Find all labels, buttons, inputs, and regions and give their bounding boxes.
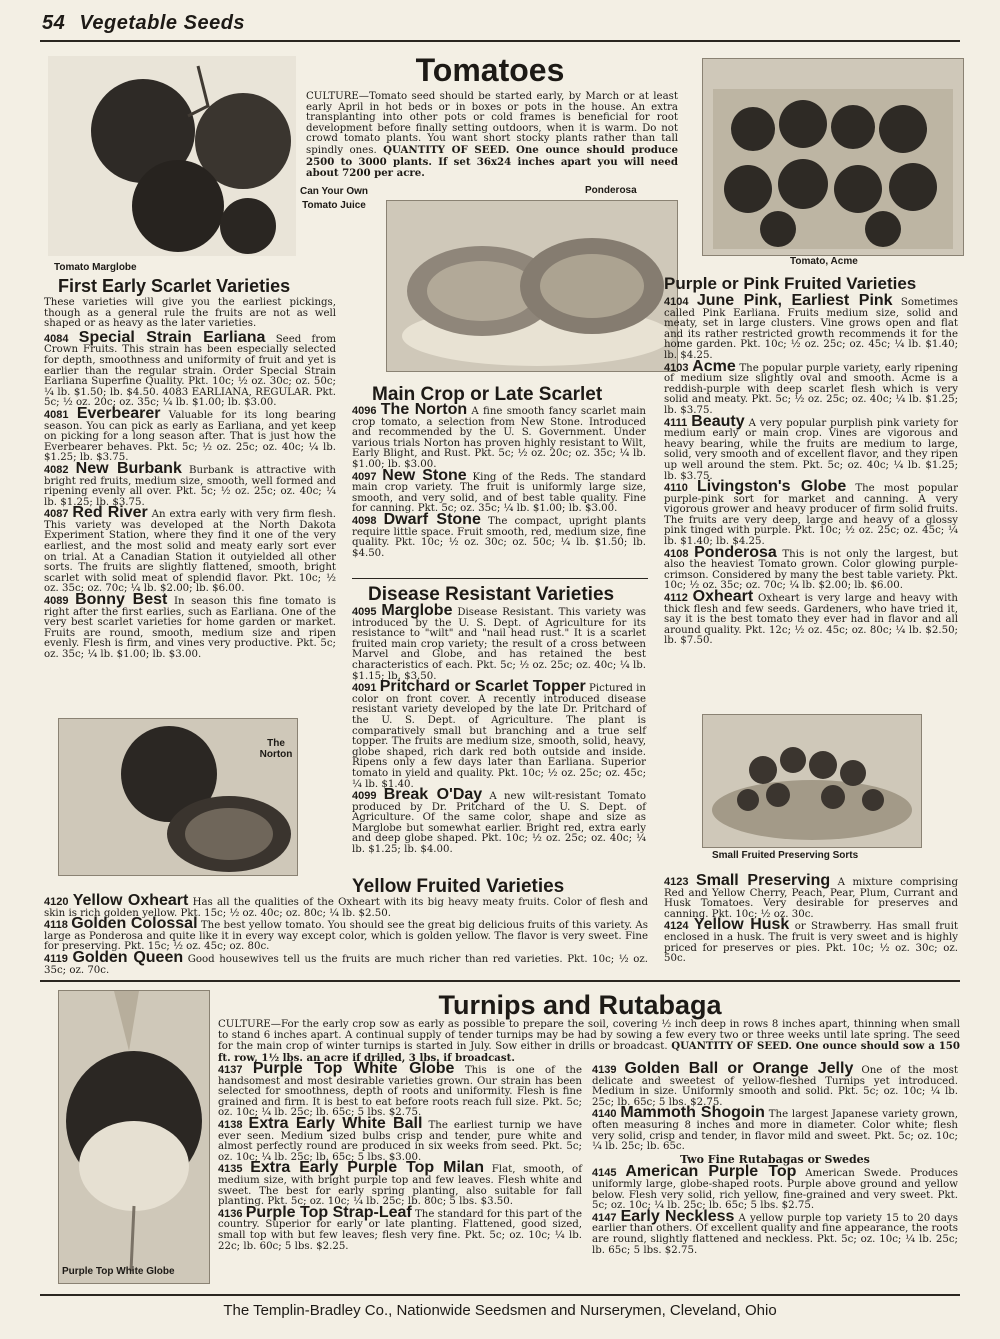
caption-marglobe: Tomato Marglobe [54, 262, 137, 273]
tomato-culture [306, 92, 678, 180]
list-item: 4087 Red River An extra early with very firm flesh. This variety was developed at the North Dakota Experiment Station, where they find it one of the very earliest, and the most solid and meaty early sort ever on trial. At a Canadian Station it outyielded all other sorts. The fruits are slightly flattened, smooth, bright scarlet with solid meat of splendid flavor. Pkt. 10c; ½ oz. 35c; oz. 70c; ¼ lb. $2.00; lb. $6.00. [44, 504, 336, 595]
list-item: 4140 Mammoth Shogoin The largest Japanese variety grown, often measuring 8 inches and more in diameter. Color white; flesh very solid, crisp and tender, in flavor mild and sweet. Pkt. 5c; oz. 10c; ¼ lb. 25c; lb. 65c. [592, 1104, 958, 1153]
first-early-heading: First Early Scarlet Varieties [58, 276, 291, 296]
caption-ponderosa: Ponderosa [585, 185, 637, 196]
list-item: 4082 New Burbank Burbank is attractive with bright red fruits, medium size, smooth, well formed and ripening evenly all over. Pkt. 5c; ½ oz. 25c; oz. 40c; ¼ lb. $1.25; lb. $3.75. [44, 459, 336, 508]
list-item: 4120 Yellow Oxheart Has all the qualities of the Oxheart with its big heavy meaty fruits. Color of flesh and skin is rich golden yellow. Pkt. 15c; ½ oz. 40c; oz. 80c; ¼ lb. $2.50. [44, 892, 648, 919]
list-item: 4138 Extra Early White Ball The earliest turnip we have ever seen. Medium sized bulbs crisp and tender, pure white and almost perfectly round are produced in six weeks from seed. Pkt. 5c; oz. 10c; ¼ lb. 25c; lb. 65c; 5 lbs. $3.00. [218, 1114, 582, 1163]
basket-tomatoes-illustration [703, 59, 963, 255]
juice-caption: Can Your Own Tomato Juice [300, 186, 368, 211]
list-item: 4110 Livingston's Globe The most popular purple-pink sort for market and canning. A very vigorous grower and heavy producer of firm solid fruits. The fruits are very deep, large and heavy of a glossy pink tinged with purple. Pkt. 10c; ½ oz. 25c; oz. 45c; ¼ lb. $1.40; lb. $4.25. [664, 478, 958, 548]
list-item: 4147 Early Neckless A yellow purple top variety 15 to 20 days earlier than others. Of excellent quality and fine appearance, the roots are round, slightly flattened and neckless. Pkt. 5c; oz. 10c; ¼ lb. 25c; lb. 65c; 5 lbs. $2.75. [592, 1207, 958, 1256]
section-title: Vegetable Seeds [79, 12, 246, 34]
marglobe-photo [48, 56, 296, 256]
section-divider [352, 578, 648, 579]
list-item: 4097 New Stone King of the Reds. The standard main crop variety. The fruit is uniformly large size, smooth, and very solid, and of best table quality. Fine for canning. Pkt. 5c; oz. 35c; ¼ lb. $1.00; lb. $3.00. [352, 466, 647, 515]
yellow-list [44, 892, 648, 976]
footer-text: The Templin-Bradley Co., Nationwide Seedsmen and Nurserymen, Cleveland, Ohio [223, 1302, 777, 1319]
caption-preserving: Small Fruited Preserving Sorts [712, 850, 859, 861]
turnip-photo [58, 990, 210, 1284]
list-item: 4091 Pritchard or Scarlet Topper Pictured in color on front cover. A recently introduced disease resistant variety developed by the late Dr. Pritchard of the U. S. Dept. of Agriculture. The plant is comparatively small but branching and a true self topper. The fruits are medium size, smooth, solid, heavy, globe shaped, rich dark red both outside and inside. Ripens only a few days later than Earliana. Superior tomato in yield and quality. Pkt. 10c; ½ oz. 25c; oz. 45c; ¼ lb. $1.40. [352, 678, 646, 790]
header-rule [40, 40, 960, 42]
turnip-culture-text: CULTURE—For the early crop sow as early as possible to prepare the soil, covering ½ inch deep in rows 8 inches apart, thinning when small to stand 6 inches apart. A continual supply of tender turnips may be had by sowing a few every two or three weeks until late spring. The seed for the main crop of winter turnips is started in July. Sow either in drills or broadcast. [218, 1019, 960, 1053]
list-item: 4104 June Pink, Earliest Pink Sometimes called Pink Earliana. Fruits medium size, solid and meaty, set in large clusters. Vine grows open and flat and its rather restricted growth recommends it for the home garden. Pkt. 10c; ½ oz. 25c; oz. 45c; ¼ lb. $1.40; lb. $4.25. [664, 292, 958, 361]
ponderosa-photo [386, 200, 678, 372]
quantity-text: QUANTITY OF SEED. One ounce should produce 2500 to 3000 plants. If set 36x24 inches apart you will need about 7200 per acre. [306, 143, 678, 180]
list-item: 4135 Extra Early Purple Top Milan Flat, smooth, of medium size, with bright purple top and few leaves. Flesh white and sweet. The best for early spring planting, also suitable for fall planting. Pkt. 5c; oz. 10c; ¼ lb. 25c; lb. 80c; 5 lbs. $3.50. [218, 1159, 582, 1208]
turnips-title: Turnips and Rutabaga [438, 990, 722, 1020]
turnip-right-list [592, 1060, 958, 1256]
purple-heading: Purple or Pink Fruited Varieties [664, 274, 917, 293]
caption-turnip: Purple Top White Globe [62, 1266, 175, 1277]
turnips-divider [40, 980, 960, 982]
turnip-culture [218, 1020, 960, 1064]
list-item: 4118 Golden Colossal The best yellow tomato. You should see the great big delicious fruits of this variety. As large as Ponderosa and quite like it in every way except color, which is golden yellow. The flavor is very sweet. Fine for preserving. Pkt. 15c; ½ oz. 45c; oz. 80c. [44, 915, 648, 953]
caption-acme: Tomato, Acme [790, 256, 858, 267]
list-item: 4136 Purple Top Strap-Leaf The standard for this part of the country. Superior for early or late planting. Flattened, good sized, small top with but few leaves; flesh very fine. Pkt. 5c; oz. 10c; ¼ lb. 22c; lb. 60c; 5 lbs. $2.25. [218, 1203, 582, 1252]
list-item: 4099 Break O'Day A new wilt-resistant Tomato produced by Dr. Pritchard of the U. S. Dept. of Agriculture. Of the same color, shape and size as Marglobe but somewhat earlier. Bright red, extra early and deep globe shaped. Pkt. 10c; ½ oz. 25c; oz. 40c; ¼ lb. $1.25; lb. $4.00. [352, 786, 646, 856]
list-item: 4089 Bonny Best In season this fine tomato is right after the first earlies, such as Earliana. One of the very best scarlet varieties for home garden or market. Fruits are round, smooth, medium size and ripen evenly. Flesh is firm, and vines very productive. Pkt. 5c; oz. 35c; ¼ lb. $1.00; lb. $3.00. [44, 591, 336, 660]
first-early-intro: These varieties will give you the earliest pickings, though as a general rule the fruits are not as well shaped or as heavy as the later varieties. [44, 297, 336, 330]
list-item: 4111 Beauty A very popular purplish pink variety for medium early or main crop. Vines are vigorous and heavy bearing, while the fruits are medium to large, solid, very smooth and of excellent flavor, and they ripen up well around the stem. Pkt. 5c; oz. 40c; ¼ lb. $1.25; lb. $3.75. [664, 412, 958, 482]
turnip-quantity-text: QUANTITY OF SEED. One ounce should sow a 150 ft. row, 1½ lbs. an acre if drilled, 3 lbs. if broadcast. [218, 1040, 960, 1064]
list-item: 4084 Special Strain Earliana Seed from Crown Fruits. This strain has been especially selected for depth, smoothness and uniformity of fruit and yet is earlier than the regular strain. Order Special Strain Earliana Superfine Quality. Pkt. 10c; ½ oz. 30c; oz. 50c; ¼ lb. $1.50; lb. $4.50. 4083 EARLIANA, REGULAR. Pkt. 5c; ½ oz. 20c; oz. 35c; ¼ lb. $1.00; lb. $3.00. [44, 328, 336, 409]
turnip-illustration [59, 991, 209, 1283]
rutabaga-heading: Two Fine Rutabagas or Swedes [680, 1152, 870, 1166]
bowl-small-tomatoes-illustration [703, 715, 921, 847]
tomatoes-title: Tomatoes [415, 52, 565, 88]
list-item: 4108 Ponderosa This is not only the largest, but also the heaviest Tomato grown. Color glowing purple-crimson. Considered by many the best table variety. Pkt. 10c; ½ oz. 35c; oz. 70c; ¼ lb. $2.00; lb. $6.00. [664, 543, 958, 592]
page-header [42, 12, 245, 35]
turnip-left-list [218, 1060, 583, 1252]
tomato-cluster-illustration [48, 56, 296, 256]
preserving-photo [702, 714, 922, 848]
list-item: 4145 American Purple Top American Swede. Produces uniformly large, globe-shaped roots. Purple above ground and yellow below. Flesh very solid, rich yellow, fine-grained and very sweet. Pkt. 5c; oz. 10c; ¼ lb. 25c; lb. 65c; 5 lbs. $2.75. [592, 1163, 958, 1212]
footer-rule [40, 1294, 960, 1296]
main-crop-heading: Main Crop or Late Scarlet [372, 384, 603, 405]
main-crop-list [352, 401, 647, 559]
disease-list [352, 602, 646, 856]
list-item: 4112 Oxheart Oxheart is very large and heavy with thick flesh and few seeds. Gardeners, who have tried it, say it is the best tomato they ever had in flavor and all around quality. Pkt. 12c; ½ oz. 45c; oz. 80c; ¼ lb. $2.50; lb. $7.50. [664, 588, 958, 647]
sliced-tomato-illustration [387, 201, 677, 371]
yellow-heading: Yellow Fruited Varieties [352, 876, 565, 897]
list-item: 4096 The Norton A fine smooth fancy scarlet main crop tomato, a selection from New Stone. Introduced and recommended by the U. S. Government. Under various trials Norton has proven highly resistant to Wilt, Early Blight, and Rust. Pkt. 5c; ½ oz. 20c; oz. 35c; ¼ lb. $1.00; lb. $3.00. [352, 401, 646, 470]
list-item: 4123 Small Preserving A mixture comprising Red and Yellow Cherry, Peach, Pear, Plum, Currant and Husk Tomatoes. Very desirable for preserves and canning. Pkt. 10c; ½ oz. 30c. [664, 872, 958, 920]
list-item: 4139 Golden Ball or Orange Jelly One of the most delicate and sweetest of yellow-fleshed Turnips yet introduced. Medium in size. Uniformly smooth and solid. Pkt. 5c; oz. 10c; ¼ lb. 25c; lb. 65c; 5 lbs. $2.75. [592, 1060, 958, 1108]
list-item: 4119 Golden Queen Good housewives tell us the fruits are much richer than red varieties. Pkt. 10c; ½ oz. 35c; oz. 70c. [44, 948, 648, 976]
acme-photo [702, 58, 964, 256]
list-item: 4124 Yellow Husk or Strawberry. Has small fruit enclosed in a husk. The fruit is very sweet and is highly priced for preserves or pies. Pkt. 10c; ½ oz. 30c; oz. 50c. [664, 916, 958, 965]
list-item: 4095 Marglobe Disease Resistant. This variety was introduced by the U. S. Dept. of Agriculture for its resistance to "wilt" and "nail head rust." It is a scarlet fruited main crop variety; the result of a cross between Marvel and Globe, and has retained the best characteristics of each. Pkt. 5c; ½ oz. 25c; oz. 40c; ¼ lb. $1.15; lb. $3.50. [352, 602, 646, 682]
preserving-list [664, 872, 958, 965]
caption-norton: The Norton [259, 738, 293, 760]
list-item: 4081 Everbearer Valuable for its long bearing season. You can pick as early as Earliana, and yet keep on picking for a long season after. That is just how the Everbearer behaves. Pkt. 5c; ½ oz. 25c; oz. 40c; ¼ lb. $1.25; lb. $3.75. [44, 404, 336, 464]
first-early-list [44, 298, 336, 661]
disease-heading: Disease Resistant Varieties [368, 584, 615, 605]
purple-list [664, 292, 958, 647]
list-item: 4098 Dwarf Stone The compact, upright plants require little space. Fruit smooth, red, medium size, fine quality. Pkt. 10c; ½ oz. 30c; oz. 50c; ¼ lb. $1.50; lb. $4.50. [352, 510, 646, 559]
culture-text: CULTURE—Tomato seed should be started early, by March or at least early April in hot beds or in boxes or pots in the house. An extra transplanting into other pots or cold frames is beneficial for root development before finally setting outdoors, when it is warm. Do not crowd tomato plants. You want short stocky plants rather than tall spindly ones. [306, 91, 678, 156]
list-item: 4137 Purple Top White Globe This is one of the handsomest and most desirable varieties grown. Our strain has been selected for smoothness, depth of roots and uniformity. Flesh is fine grained and firm. It is best to eat before roots reach full size. Pkt. 5c; oz. 10c; ¼ lb. 25c; lb. 65c; 5 lbs. $2.75. [218, 1060, 583, 1119]
list-item: 4103 Acme The popular purple variety, early ripening of medium size slightly oval and smooth. Acme is a reddish-purple with deep scarlet flesh which is very solid and meaty. Pkt. 5c; ½ oz. 25c; oz. 40c; ¼ lb. $1.25; lb. $3.75. [664, 357, 958, 416]
page-number: 54 [42, 12, 66, 34]
